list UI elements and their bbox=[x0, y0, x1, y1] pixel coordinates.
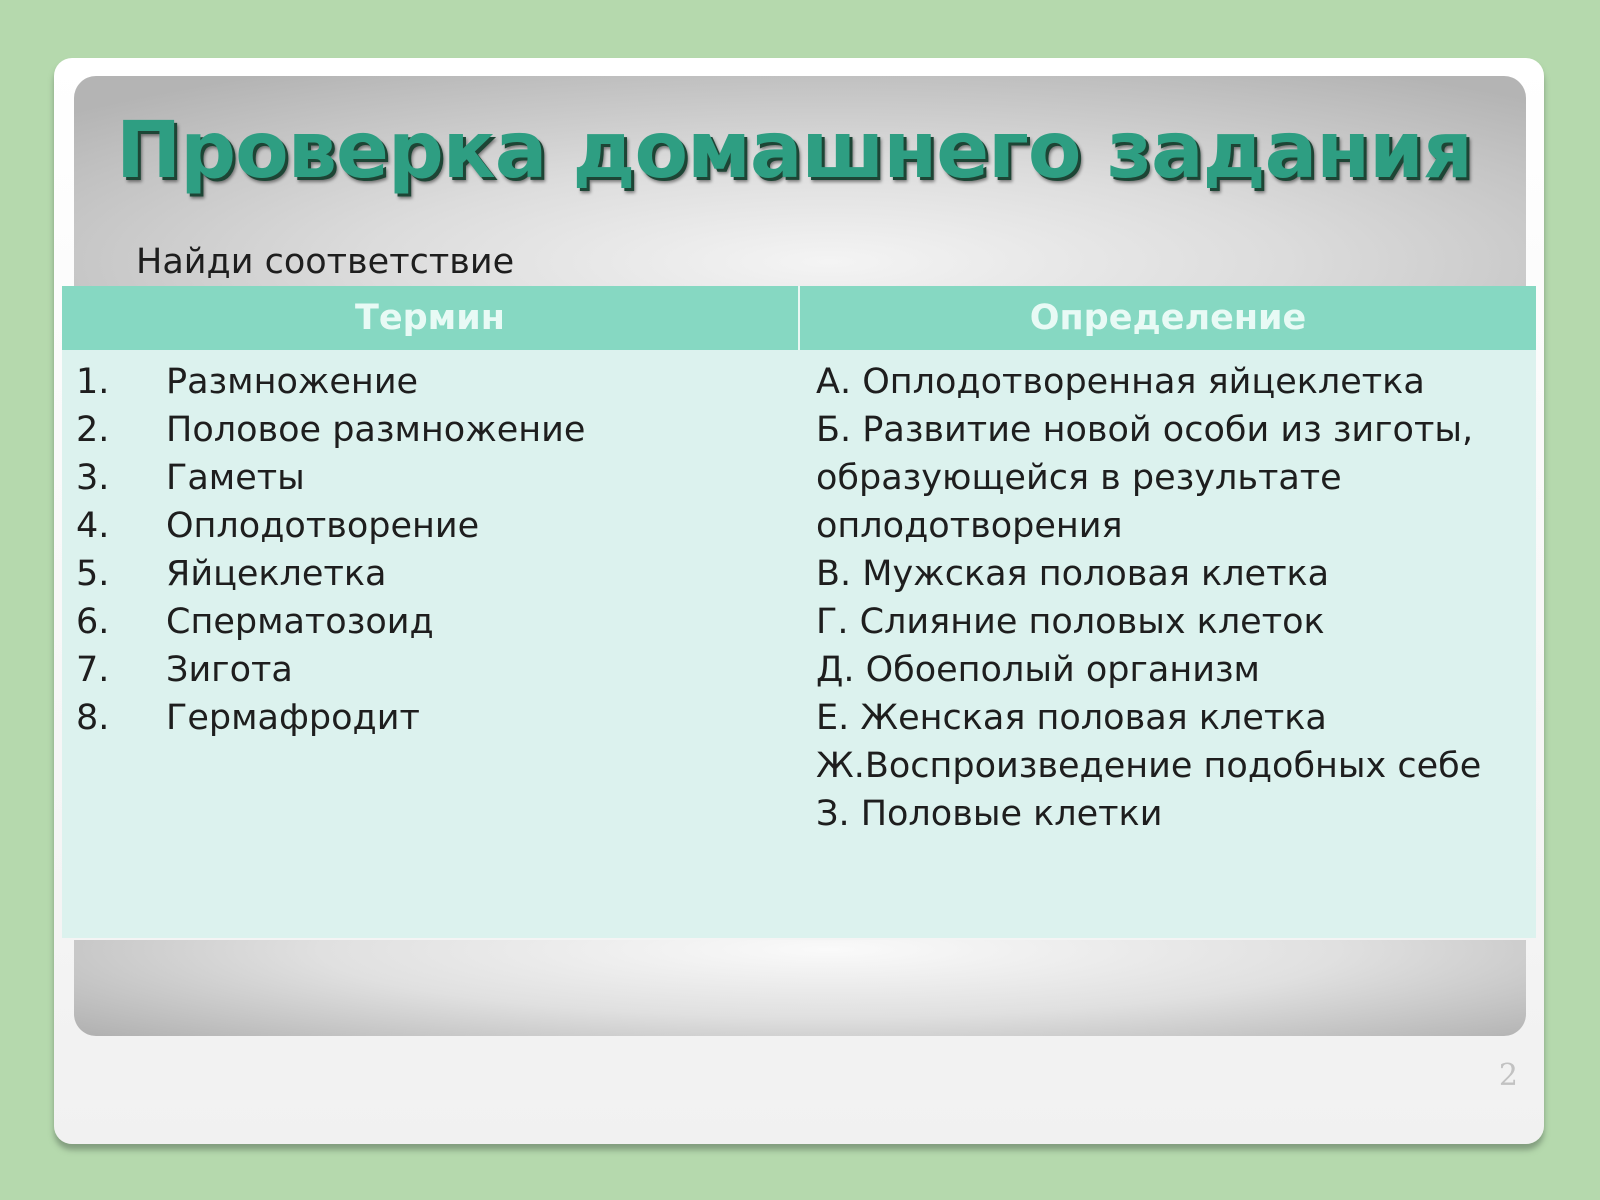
term-number: 5. bbox=[76, 554, 110, 594]
term-text: Зигота bbox=[166, 650, 293, 690]
term-text: Яйцеклетка bbox=[166, 554, 387, 594]
definitions-list bbox=[816, 358, 1531, 838]
term-row bbox=[76, 550, 776, 598]
term-row bbox=[76, 598, 776, 646]
definition-item: Ж.Воспроизведение подобных себе bbox=[816, 746, 1482, 786]
term-number: 2. bbox=[76, 410, 110, 450]
terms-list bbox=[76, 358, 776, 742]
term-number: 4. bbox=[76, 506, 110, 546]
page-number: 2 bbox=[1498, 1058, 1518, 1093]
term-text: Размножение bbox=[166, 362, 419, 402]
term-number: 7. bbox=[76, 650, 110, 690]
term-row bbox=[76, 454, 776, 502]
term-text: Гаметы bbox=[166, 458, 305, 498]
term-number: 3. bbox=[76, 458, 110, 498]
term-number: 6. bbox=[76, 602, 110, 642]
term-row bbox=[76, 358, 776, 406]
definition-item: Д. Обоеполый организм bbox=[816, 650, 1260, 690]
term-row bbox=[76, 502, 776, 550]
slide-title: Проверка домашнего задания bbox=[116, 106, 1472, 196]
definition-item: З. Половые клетки bbox=[816, 794, 1163, 834]
definition-item: А. Оплодотворенная яйцеклетка bbox=[816, 362, 1425, 402]
bottom-panel bbox=[74, 940, 1526, 1036]
term-row bbox=[76, 406, 776, 454]
slide bbox=[54, 58, 1544, 1144]
matching-table bbox=[62, 286, 1536, 938]
header-term: Термин bbox=[355, 298, 505, 338]
definition-item: В. Мужская половая клетка bbox=[816, 554, 1330, 594]
definition-item: Е. Женская половая клетка bbox=[816, 698, 1327, 738]
term-text: Гермафродит bbox=[166, 698, 420, 738]
term-text: Сперматозоид bbox=[166, 602, 434, 642]
term-row bbox=[76, 694, 776, 742]
term-number: 8. bbox=[76, 698, 110, 738]
term-text: Половое размножение bbox=[166, 410, 586, 450]
definition-item: Б. Развитие новой особи из зиготы, образующейся в результате оплодотворения bbox=[816, 410, 1474, 546]
slide-subtitle: Найди соответствие bbox=[136, 242, 515, 282]
term-text: Оплодотворение bbox=[166, 506, 480, 546]
term-row bbox=[76, 646, 776, 694]
table-header bbox=[62, 286, 1536, 350]
definition-item: Г. Слияние половых клеток bbox=[816, 602, 1325, 642]
term-number: 1. bbox=[76, 362, 110, 402]
header-definition: Определение bbox=[1029, 298, 1307, 338]
